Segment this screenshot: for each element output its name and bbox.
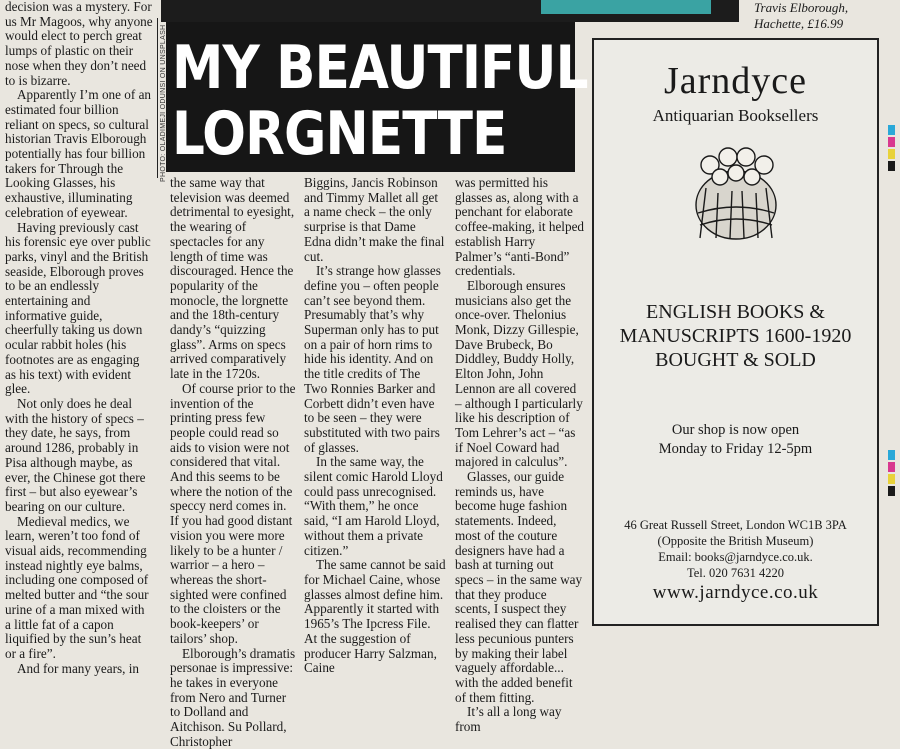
advert-tagline: Antiquarian Booksellers	[594, 106, 877, 126]
paragraph: Elborough ensures musicians also get the once-over. Thelonius Monk, Dizzy Gillespie, Dave Brubeck, Bo Diddley, Buddy Holly, Elton John, John Lennon are all covered – although I particularly like his description of Tom Lehrer’s act – “as if Noel Coward had majored in calculus”.	[455, 279, 585, 470]
address-line: 46 Great Russell Street, London WC1B 3PA	[594, 517, 877, 533]
hours-line: Monday to Friday 12-5pm	[594, 440, 877, 459]
crowd-engraving-illustration	[690, 143, 782, 243]
offer-line: ENGLISH BOOKS &	[594, 300, 877, 324]
paragraph: Of course prior to the invention of the printing press few people could read so aids to vision were not considered that vital. And this seems to be where the notion of the speccy nerd comes in. If you had good distant vision you were more likely to be a hunter / warrior – a hero – whereas the short-sighted were confined to the cloisters or the book-keepers’ or tailors’ shop.	[170, 382, 296, 647]
email-line: Email: books@jarndyce.co.uk.	[594, 549, 877, 565]
paragraph: In the same way, the silent comic Harold Lloyd could pass unrecognised. “With them,” he once said, “I am Harold Lloyd, without them a private citizen.”	[304, 455, 446, 558]
registration-swatch	[888, 149, 895, 159]
column-rule	[157, 18, 158, 178]
advert-brand: Jarndyce	[594, 60, 877, 102]
registration-swatch	[888, 450, 895, 460]
paragraph: Elborough’s dramatis personae is impressive: he takes in everyone from Nero and Turner to Dolland and Aitchison. Su Pollard, Christopher	[170, 647, 296, 749]
paragraph: Having previously cast his forensic eye over public parks, vinyl and the British seaside, Elborough proves to be an endlessly entertaining and informative guide, cheerfully taking us down ocular rabbit holes (his footnotes are as engaging as his text) with evident glee.	[5, 221, 153, 397]
photo-credit: PHOTO: OLADIMEJI ODUNSI ON UNSPLASH	[159, 22, 169, 182]
hours-line: Our shop is now open	[594, 421, 877, 440]
article-column-2	[170, 176, 296, 642]
paragraph: Biggins, Jancis Robinson and Timmy Mallet all get a name check – the only surprise is that Dame Edna didn’t make the final cut.	[304, 176, 446, 264]
paragraph: It’s strange how glasses define you – often people can’t see beyond them. Presumably that’s why Superman only has to put on a pair of horn rims to hide his identity. And on the title credits of The Two Ronnies Barker and Corbett didn’t even have to be seen – they were substituted with two pairs of glasses.	[304, 264, 446, 455]
paragraph: And for many years, in	[5, 662, 153, 677]
registration-swatch	[888, 161, 895, 171]
registration-swatch	[888, 462, 895, 472]
address-note: (Opposite the British Museum)	[594, 533, 877, 549]
paragraph: Not only does he deal with the history of specs – they date, he says, from around 1286, probably in Pisa although maybe, as ever, the Chinese got there first – but also eyewear’s bearing on our culture.	[5, 397, 153, 515]
article-column-3	[304, 176, 446, 642]
registration-swatch	[888, 474, 895, 484]
advert-contact	[594, 517, 877, 581]
paragraph: the same way that television was deemed detrimental to eyesight, the wearing of spectacles for any length of time was discouraged. Hence the popularity of the monocle, the lorgnette and the 18th-century dandy’s “quizzing glass”. Arms on specs arrived comparatively late in the 1720s.	[170, 176, 296, 382]
article-column-1	[5, 0, 153, 642]
header-photo-strip	[161, 0, 739, 22]
registration-swatch	[888, 125, 895, 135]
paragraph: It’s all a long way from	[455, 705, 585, 734]
registration-swatch	[888, 486, 895, 496]
advert-offer	[594, 300, 877, 372]
phone-line: Tel. 020 7631 4220	[594, 565, 877, 581]
registration-swatch	[888, 137, 895, 147]
bookseller-advert	[592, 38, 879, 626]
paragraph: Medieval medics, we learn, weren’t too fond of visual aids, recommending instead nightly eye balms, including one composed of melted butter and “the sour urine of a man mixed with a little fat of a capon liquified by the sun’s heat or a fire”.	[5, 515, 153, 662]
paragraph: was permitted his glasses as, along with a penchant for elaborate coffee-making, it helped establish Harry Palmer’s “anti-Bond” credentials.	[455, 176, 585, 279]
paragraph: The same cannot be said for Michael Caine, whose glasses almost define him. Apparently it started with 1965’s The Ipcress File. At the suggestion of producer Harry Salzman, Caine	[304, 558, 446, 676]
advert-opening-hours	[594, 421, 877, 459]
headline-line-2: LORGNETTE	[172, 102, 516, 166]
paragraph: Glasses, our guide reminds us, have become huge fashion statements. Indeed, most of the couture designers have had a bash at turning out specs – in the same way that they produce scents, I suspect they realised they can flatter less pecunious punters by making their label vaguely affordable... with the added benefit of them fitting.	[455, 470, 585, 705]
headline-line-1: MY BEAUTIFUL	[172, 36, 516, 100]
advert-website: www.jarndyce.co.uk	[594, 582, 877, 604]
caption-author-line: Travis Elborough,	[754, 0, 894, 16]
offer-line: MANUSCRIPTS 1600-1920	[594, 324, 877, 348]
caption-publisher-line: Hachette, £16.99	[754, 16, 894, 32]
article-column-4	[455, 176, 585, 642]
photo-teal-band	[541, 0, 711, 14]
paragraph: Apparently I’m one of an estimated four billion reliant on specs, so cultural historian Travis Elborough potentially has four billion takers for Through the Looking Glasses, his exhaustive, illuminating celebration of eyewear.	[5, 88, 153, 220]
headline-banner	[166, 22, 575, 172]
book-caption	[754, 0, 894, 32]
paragraph: decision was a mystery. For us Mr Magoos, why anyone would elect to perch great lumps of plastic on their nose when they don’t need to is bizarre.	[5, 0, 153, 88]
offer-line: BOUGHT & SOLD	[594, 348, 877, 372]
